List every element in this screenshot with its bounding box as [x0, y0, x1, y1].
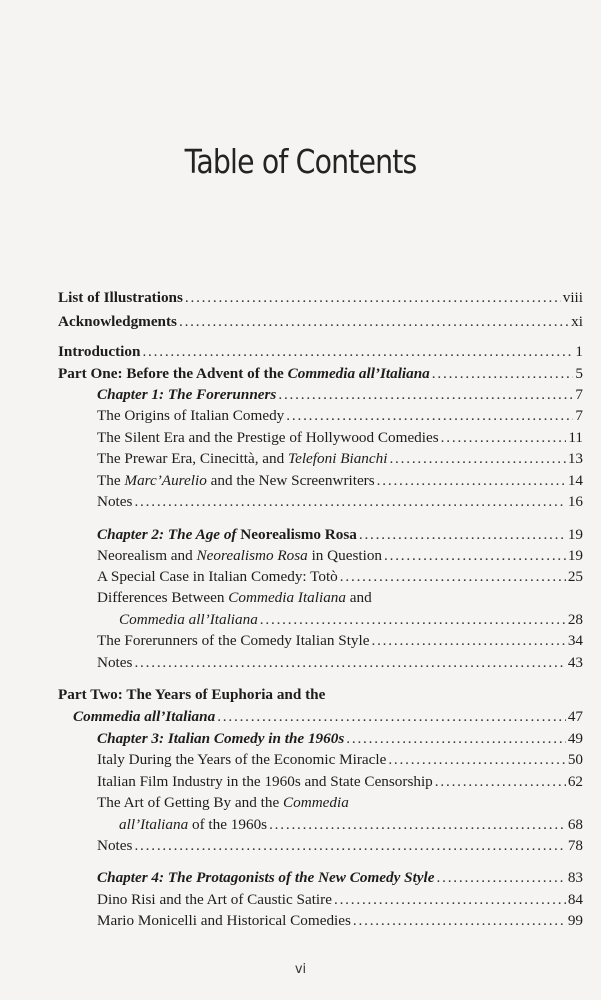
leader-dots	[134, 652, 565, 674]
toc-page-number: 43	[567, 654, 583, 671]
leader-dots	[435, 771, 566, 793]
leader-dots	[334, 889, 566, 911]
toc-entry-chapter-1[interactable]	[97, 384, 583, 406]
toc-entry-illustrations[interactable]	[58, 287, 583, 309]
toc-page-number: viii	[562, 289, 583, 306]
leader-dots	[377, 470, 566, 492]
toc-page-number: 11	[568, 429, 583, 446]
toc-entry-acknowledgments[interactable]	[58, 311, 583, 333]
leader-dots	[384, 545, 566, 567]
leader-dots	[346, 728, 566, 750]
toc-entry-label: Chapter 3: Italian Comedy in the 1960s	[97, 730, 345, 747]
toc-entry-label: A Special Case in Italian Comedy: Totò	[97, 568, 338, 585]
leader-dots	[134, 835, 565, 857]
toc-page-number: 49	[567, 730, 583, 747]
toc-entry-ch2-section-3-line1: Differences Between Commedia Italiana and	[97, 589, 372, 606]
toc-entry-label: Mario Monicelli and Historical Comedies	[97, 912, 351, 929]
toc-page-number: 99	[567, 912, 583, 929]
toc-entry-part-two-line1: Part Two: The Years of Euphoria and the	[58, 686, 326, 703]
toc-page-number: 28	[567, 611, 583, 628]
leader-dots	[389, 448, 565, 470]
toc-page-number: 14	[567, 472, 583, 489]
toc-entry-label: Notes	[97, 493, 133, 510]
toc-entry-ch2-section-2[interactable]	[97, 566, 583, 588]
toc-page-number: 7	[575, 407, 583, 424]
toc-entry-label: The Marc’Aurelio and the New Screenwriters	[97, 472, 375, 489]
toc-entry-ch2-notes[interactable]	[97, 652, 583, 674]
toc-entry-label: Italian Film Industry in the 1960s and State Censorship	[97, 773, 433, 790]
toc-entry-ch1-section-1[interactable]	[97, 405, 583, 427]
toc-entry-ch1-notes[interactable]	[97, 491, 583, 513]
toc-entry-label: Chapter 4: The Protagonists of the New Comedy Style	[97, 869, 435, 886]
toc-entry-label: The Origins of Italian Comedy	[97, 407, 285, 424]
toc-entry-chapter-2[interactable]	[97, 524, 583, 546]
toc-page-number: 7	[575, 386, 583, 403]
toc-entry-ch1-section-4[interactable]	[97, 470, 583, 492]
toc-entry-ch2-section-4[interactable]	[97, 630, 583, 652]
toc-entry-ch3-section-1[interactable]	[97, 749, 583, 771]
toc-entry-label: Italy During the Years of the Economic Miracle	[97, 751, 387, 768]
toc-page-number: 19	[567, 526, 583, 543]
toc-entry-ch3-section-3-line1: The Art of Getting By and the Commedia	[97, 794, 349, 811]
leader-dots	[260, 609, 566, 631]
toc-page-number: 19	[567, 547, 583, 564]
toc-page-number: 34	[567, 632, 583, 649]
toc-entry-label: Dino Risi and the Art of Caustic Satire	[97, 891, 332, 908]
toc-entry-ch2-section-1[interactable]	[97, 545, 583, 567]
toc-page-number: 62	[567, 773, 583, 790]
page-title: Table of Contents	[184, 142, 417, 181]
toc-page-number: 83	[567, 869, 583, 886]
toc-entry-ch3-section-2[interactable]	[97, 771, 583, 793]
leader-dots	[359, 524, 566, 546]
toc-entry-ch4-section-1[interactable]	[97, 889, 583, 911]
leader-dots	[185, 287, 561, 309]
leader-dots	[179, 311, 569, 333]
leader-dots	[388, 749, 565, 771]
leader-dots	[134, 491, 565, 513]
toc-entry-label: Chapter 2: The Age of Neorealismo Rosa	[97, 526, 357, 543]
toc-entry-label: Part One: Before the Advent of the Commedia all’Italiana	[58, 365, 430, 382]
toc-entry-label: The Forerunners of the Comedy Italian Style	[97, 632, 370, 649]
toc-entry-label: The Prewar Era, Cinecittà, and Telefoni Bianchi	[97, 450, 388, 467]
leader-dots	[353, 910, 566, 932]
toc-entry-chapter-4[interactable]	[97, 867, 583, 889]
page-number: vi	[294, 962, 307, 977]
toc-entry-label: List of Illustrations	[58, 289, 183, 306]
toc-page-number: 68	[567, 816, 583, 833]
toc-entry-ch1-section-2[interactable]	[97, 427, 583, 449]
toc-entry-label: Introduction	[58, 343, 141, 360]
toc-entry-ch2-section-3[interactable]	[119, 609, 583, 631]
toc-entry-ch1-section-3[interactable]	[97, 448, 583, 470]
toc-entry-ch4-section-2[interactable]	[97, 910, 583, 932]
toc-entry-label: Commedia all’Italiana	[119, 611, 258, 628]
toc-entry-label: Acknowledgments	[58, 313, 177, 330]
toc-entry-introduction[interactable]	[58, 341, 583, 363]
toc-entry-label: The Silent Era and the Prestige of Hollywood Comedies	[97, 429, 439, 446]
toc-page-number: xi	[571, 313, 583, 330]
toc-entry-part-one[interactable]	[58, 363, 583, 385]
toc-page-number: 25	[567, 568, 583, 585]
leader-dots	[286, 405, 573, 427]
toc-page-number: 47	[567, 708, 583, 725]
leader-dots	[432, 363, 574, 385]
toc-entry-label: Notes	[97, 837, 133, 854]
toc-entry-ch3-notes[interactable]	[97, 835, 583, 857]
leader-dots	[142, 341, 573, 363]
toc-entry-part-two[interactable]	[73, 706, 583, 728]
leader-dots	[340, 566, 566, 588]
toc-page-number: 13	[567, 450, 583, 467]
toc-page-number: 84	[567, 891, 583, 908]
toc-page-number: 5	[575, 365, 583, 382]
leader-dots	[441, 427, 567, 449]
toc-page-number: 50	[567, 751, 583, 768]
toc-page-number: 16	[567, 493, 583, 510]
leader-dots	[217, 706, 566, 728]
leader-dots	[269, 814, 566, 836]
toc-entry-chapter-3[interactable]	[97, 728, 583, 750]
toc-entry-label: all’Italiana of the 1960s	[119, 816, 268, 833]
leader-dots	[371, 630, 565, 652]
leader-dots	[278, 384, 573, 406]
toc-entry-label: Chapter 1: The Forerunners	[97, 386, 277, 403]
leader-dots	[437, 867, 566, 889]
toc-entry-label: Neorealism and Neorealismo Rosa in Question	[97, 547, 383, 564]
toc-entry-label: Notes	[97, 654, 133, 671]
toc-entry-ch3-section-3[interactable]	[119, 814, 583, 836]
toc-entry-label: Commedia all’Italiana	[73, 708, 216, 725]
toc-page-number: 78	[567, 837, 583, 854]
toc-page-number: 1	[575, 343, 583, 360]
